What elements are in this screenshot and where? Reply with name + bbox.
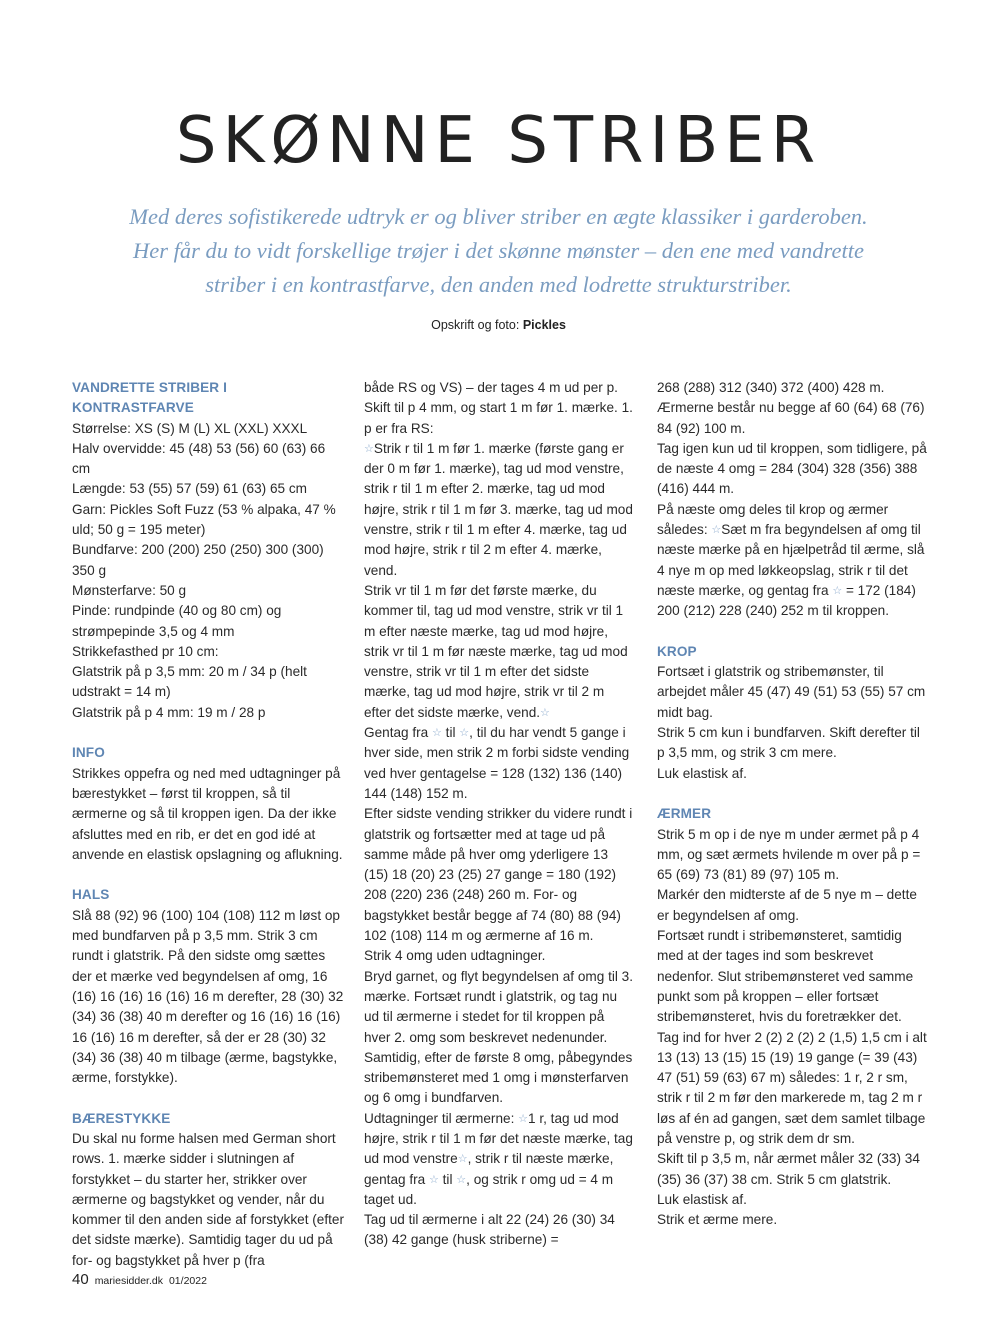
star-icon: ☆ bbox=[429, 1173, 439, 1186]
hals-text: Slå 88 (92) 96 (100) 104 (108) 112 m løst op med bundfarven på p 3,5 mm. Strik 3 cm rundt i glatstrik. På den sidste omg sættes der et mærke ved begyndelsen af omg, 16 (16) 16 (16) 16 (16) 16 m derefter, 28 (30) 32 (34) 36 (38) 40 m derefter og 16 (16) 16 (16) 16 (16) 16 m derefter, så der er 28 (30) 32 (34) 36 (38) 40 m tilbage (ærme, bagstykke, ærme, forstykke). bbox=[72, 907, 344, 1086]
paragraph: Tag ud til ærmerne i alt 22 (24) 26 (30) 34 (38) 42 gange (husk striberne) = bbox=[364, 1212, 615, 1248]
page-number: 40 bbox=[72, 1271, 89, 1288]
star-icon: ☆ bbox=[459, 727, 470, 740]
star-icon: ☆ bbox=[540, 706, 550, 719]
paragraph: ☆Strik r til 1 m før 1. mærke (første gang er der 0 m før 1. mærke), tag ud mod venstre, strik r til 1 m efter 2. mærke, tag ud mod højre, strik r til 1 m før 3. mærke, tag ud mod venstre, strik r til 1 m efter 4. mærke, tag ud mod højre, strik r til 2 m efter 4. mærke, vend. bbox=[364, 440, 633, 578]
page-footer bbox=[72, 1271, 207, 1288]
star-icon: ☆ bbox=[364, 442, 374, 455]
column-2 bbox=[364, 378, 634, 1251]
spec-line: Længde: 53 (55) 57 (59) 61 (63) 65 cm bbox=[72, 481, 308, 497]
paragraph: Skift til p 3,5 m, når ærmet måler 32 (33) 34 (35) 36 (37) 38 cm. Strik 5 cm glatstrik. bbox=[657, 1151, 920, 1187]
paragraph: Efter sidste vending strikker du videre rundt i glatstrik og fortsætter med at tage ud på samme måde på hver omg yderligere 13 (15) 18 (20) 23 (25) 27 gange = 180 (192) 208 (220) 236 (248) 260 m. For- og bagstykket består begge af 74 (80) 88 (94) 102 (108) 114 m og ærmerne af 16 m. bbox=[364, 806, 633, 944]
spec-line: Strikkefasthed pr 10 cm: bbox=[72, 643, 219, 659]
paragraph: Bryd garnet, og flyt begyndelsen af omg til 3. mærke. Fortsæt rundt i glatstrik, og tag nu ud til ærmerne i stedet for til kroppen på hver 2. omg som beskrevet nedenunder. bbox=[364, 968, 634, 1045]
paragraph: Luk elastisk af. bbox=[657, 1191, 747, 1207]
section-heading-hals: HALS bbox=[72, 887, 110, 903]
paragraph: Strik 5 cm kun i bundfarven. Skift derefter til p 3,5 mm, og strik 3 cm mere. bbox=[657, 725, 920, 761]
section-heading-vandrette: VANDRETTE STRIBER I KONTRASTFARVE bbox=[72, 380, 227, 416]
star-icon: ☆ bbox=[456, 1173, 467, 1186]
column-1 bbox=[72, 378, 344, 1271]
star-icon: ☆ bbox=[518, 1112, 529, 1125]
spec-line: Garn: Pickles Soft Fuzz (53 % alpaka, 47 % uld; 50 g = 195 meter) bbox=[72, 501, 336, 538]
spec-line: Bundfarve: 200 (200) 250 (250) 300 (300) 350 g bbox=[72, 542, 324, 578]
spec-line: Størrelse: XS (S) M (L) XL (XXL) XXXL bbox=[72, 420, 308, 436]
issue-number: 01/2022 bbox=[168, 1275, 207, 1287]
paragraph: Tag ind for hver 2 (2) 2 (2) 2 (1,5) 1,5 cm i alt 13 (13) 13 (15) 15 (19) 19 gange (= 39 (43) 47 (51) 59 (63) 67 m) således: 1 r, 2 r sm, strik r til 2 m før den markerede m, tag 2 m r løs af én ad gangen, sæt dem samlet tilbage på venstre p, og strik dem dr sm. bbox=[657, 1029, 927, 1146]
paragraph: Udtagninger til ærmerne: ☆1 r, tag ud mod højre, strik r til 1 m før det næste mærke, tag ud mod venstre☆, strik r til næste mærke, gentag fra ☆ til ☆, og strik r omg ud = 4 m taget ud. bbox=[364, 1110, 633, 1207]
star-icon: ☆ bbox=[457, 1153, 468, 1166]
paragraph: Strik 5 m op i de nye m under ærmet på p 4 mm, og sæt ærmets hvilende m over på p = 65 (69) 73 (81) 89 (97) 105 m. bbox=[657, 826, 921, 883]
credit bbox=[0, 318, 997, 332]
section-heading-aermer: ÆRMER bbox=[657, 806, 712, 822]
paragraph: Fortsæt i glatstrik og stribemønster, til arbejdet måler 45 (47) 49 (51) 53 (55) 57 cm midt bag. bbox=[657, 664, 926, 720]
paragraph: både RS og VS) – der tages 4 m ud per p. Skift til p 4 mm, og start 1 m før 1. mærke. 1. p er fra RS: bbox=[364, 380, 633, 436]
paragraph: Samtidig, efter de første 8 omg, påbegyndes stribemønsteret med 1 omg i mønsterfarven og 6 omg i bundfarven. bbox=[364, 1049, 633, 1106]
section-heading-info: INFO bbox=[72, 745, 105, 761]
paragraph: Gentag fra ☆ til ☆, til du har vendt 5 gange i hver side, men strik 2 m forbi sidste vending ved hver gentagelse = 128 (132) 136 (140) 144 (148) 152 m. bbox=[364, 725, 630, 801]
paragraph: Markér den midterste af de 5 nye m – dette er begyndelsen af omg. bbox=[657, 887, 917, 923]
column-3 bbox=[657, 378, 927, 1230]
spec-line: Halv overvidde: 45 (48) 53 (56) 60 (63) 66 cm bbox=[72, 440, 326, 477]
paragraph: Tag igen kun ud til kroppen, som tidligere, på de næste 4 omg = 284 (304) 328 (356) 388 (416) 444 m. bbox=[657, 440, 927, 497]
paragraph: På næste omg deles til krop og ærmer således: ☆Sæt m fra begyndelsen af omg til næste mærke på en hjælpetråd til ærme, slå 4 nye m op med løkkeopslag, strik r til det næste mærke, og gentag fra ☆ = 172 (184) 200 (212) 228 (240) 252 m til kroppen. bbox=[657, 501, 925, 619]
credit-label: Opskrift og foto: bbox=[431, 318, 520, 332]
section-heading-krop: KROP bbox=[657, 643, 697, 659]
paragraph: Strik 4 omg uden udtagninger. bbox=[364, 948, 546, 964]
paragraph: Strik et ærme mere. bbox=[657, 1212, 778, 1228]
baerestykke-text: Du skal nu forme halsen med German short rows. 1. mærke sidder i slutningen af forstykket – du starter her, strikker over ærmerne og bagstykket og vender, når du kommer til den anden side af forstykket (efter det sidste mærke). Samtidig tager du ud på for- og bagstykket på hver p (fra bbox=[72, 1130, 344, 1268]
star-icon: ☆ bbox=[832, 584, 843, 597]
spec-line: Glatstrik på p 3,5 mm: 20 m / 34 p (helt udstrakt = 14 m) bbox=[72, 664, 307, 700]
star-icon: ☆ bbox=[711, 524, 722, 537]
spec-line: Pinde: rundpinde (40 og 80 cm) og strømpepinde 3,5 og 4 mm bbox=[72, 603, 282, 639]
paragraph: Luk elastisk af. bbox=[657, 765, 747, 781]
section-heading-baerestykke: BÆRESTYKKE bbox=[72, 1110, 171, 1126]
paragraph: Fortsæt rundt i stribemønsteret, samtidig med at der tages ind som beskrevet nedenfor. Slut stribemønsteret ved samme punkt som på kroppen – eller fortsæt stribemønsteret, hvis du foretrækker det. bbox=[657, 928, 914, 1025]
site-name: mariesidder.dk bbox=[94, 1275, 163, 1287]
spec-line: Glatstrik på p 4 mm: 19 m / 28 p bbox=[72, 704, 266, 720]
info-text: Strikkes oppefra og ned med udtagninger på bærestykket – først til kroppen, så til ærmerne og så til kroppen igen. Da der ikke afsluttes med en rib, er det en god idé at anvende en elastisk opslagning og aflukning. bbox=[72, 765, 343, 862]
paragraph: 268 (288) 312 (340) 372 (400) 428 m. Ærmerne består nu begge af 60 (64) 68 (76) 84 (92) 100 m. bbox=[657, 380, 925, 436]
spec-line: Mønsterfarve: 50 g bbox=[72, 582, 187, 598]
paragraph: Strik vr til 1 m før det første mærke, du kommer til, tag ud mod venstre, strik vr til 1 m efter næste mærke, tag ud mod højre, strik vr til 1 m før næste mærke, tag ud mod venstre, strik vr til 1 m efter det sidste mærke, tag ud mod højre, strik vr til 2 m efter det sidste mærke, vend.☆ bbox=[364, 582, 628, 720]
intro-text: Med deres sofistikerede udtryk er og bliver striber en ægte klassiker i garderoben. Her får du to vidt forskellige trøjer i det skønne mønster – den ene med vandrette striber i en kontrastfarve, den anden med lodrette strukturstriber. bbox=[129, 204, 868, 297]
credit-name: Pickles bbox=[522, 318, 566, 332]
page-title: SKØNNE STRIBER bbox=[175, 104, 822, 178]
star-icon: ☆ bbox=[432, 727, 442, 740]
